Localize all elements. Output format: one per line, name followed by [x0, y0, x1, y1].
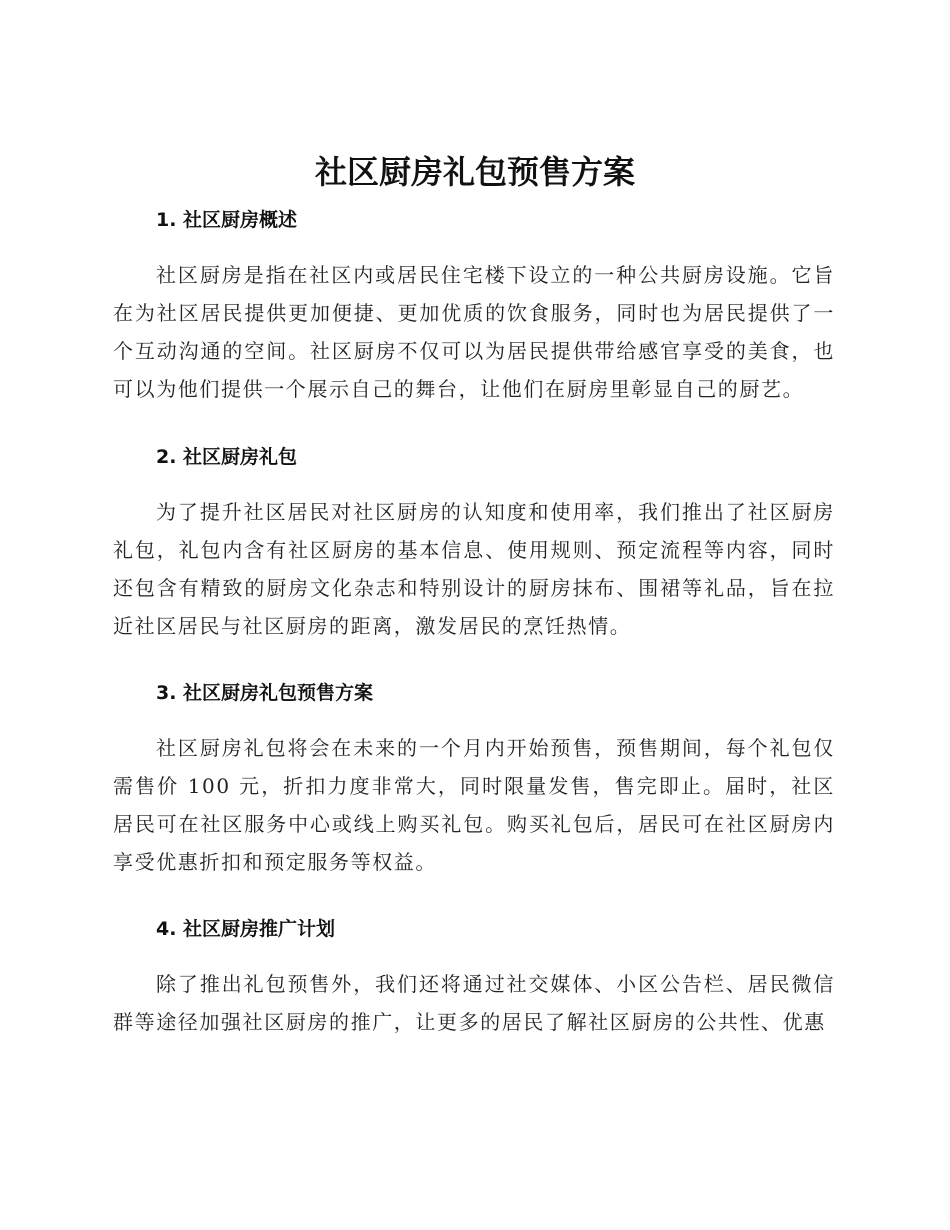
section-paragraph: 社区厨房礼包将会在未来的一个月内开始预售，预售期间，每个礼包仅需售价 100 元，折扣力度非常大，同时限量发售，售完即止。届时，社区居民可在社区服务中心或线上购买礼包。购买礼包后，居民可在社区厨房内享受优惠折扣和预定服务等权益。 [113, 736, 835, 874]
page-title: 社区厨房礼包预售方案 [314, 153, 635, 191]
section-promotion-plan [113, 914, 835, 1041]
section-heading: 3. 社区厨房礼包预售方案 [156, 682, 374, 704]
section-paragraph: 为了提升社区居民对社区厨房的认知度和使用率，我们推出了社区厨房礼包，礼包内含有社区厨房的基本信息、使用规则、预定流程等内容，同时还包含有精致的厨房文化杂志和特别设计的厨房抹布、围裙等礼品，旨在拉近社区居民与社区厨房的距离，激发居民的烹饪热情。 [113, 500, 835, 638]
section-heading: 4. 社区厨房推广计划 [156, 918, 336, 940]
section-heading: 2. 社区厨房礼包 [156, 446, 298, 468]
section-paragraph: 除了推出礼包预售外，我们还将通过社交媒体、小区公告栏、居民微信群等途径加强社区厨房的推广，让更多的居民了解社区厨房的公共性、优惠 [113, 972, 835, 1034]
section-heading: 1. 社区厨房概述 [156, 209, 298, 231]
section-gift-package [113, 442, 835, 645]
section-overview [113, 205, 835, 408]
section-paragraph: 社区厨房是指在社区内或居民住宅楼下设立的一种公共厨房设施。它旨在为社区居民提供更加便捷、更加优质的饮食服务，同时也为居民提供了一个互动沟通的空间。社区厨房不仅可以为居民提供带给感官享受的美食，也可以为他们提供一个展示自己的舞台，让他们在厨房里彰显自己的厨艺。 [113, 263, 835, 401]
section-presale-plan [113, 678, 835, 881]
